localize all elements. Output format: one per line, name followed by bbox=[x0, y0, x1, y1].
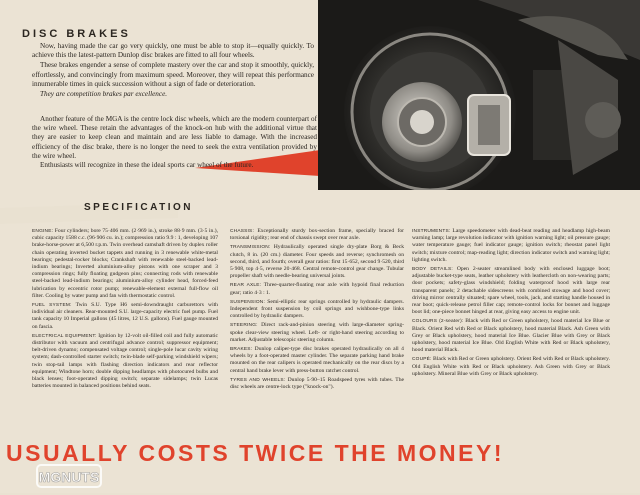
spec-text: Black with Red or Green upholstery, hood material Ice Blue or Black. Orient Red with Red or Black upholstery, hood material Black. Ash Green with Grey or Black upholstery, hood material Ice Blue. Glacier Blue with Grey or Black upholstery, hood material Ice Blue. Old English White with Red or Black upholstery, hood material Black. bbox=[412, 318, 610, 354]
spec-text: Hydraulically operated single dry-plate Borg & Beck clutch, 8 in. (20 cm.) diameter. Four speeds and reverse; synchromesh on second, third, and fourth; overall gear ratios: first 15·652, second 9·520, third 5·908, top 4·5, reverse 20·468. Central remote-control gear change. Tubular propeller shaft with needle-bearing universal joints. bbox=[230, 244, 404, 280]
intro-paragraph: These brakes engender a sense of complete mastery over the car and stop it smoothly, quickly, effortlessly, and convincingly from maximum speed. Moreover, they will repeat this performance innumerable times in quick succession without a sign of fade or deterioration. bbox=[32, 61, 314, 88]
spec-label: COUPÉ: bbox=[412, 357, 432, 363]
spec-label: ENGINE: bbox=[32, 229, 54, 234]
spec-column-1 bbox=[32, 228, 218, 392]
spec-entry bbox=[412, 266, 610, 316]
spec-text: Exceptionally sturdy box-section frame, specially braced for torsional rigidity; rear end of chassis swept over rear axle. bbox=[230, 228, 404, 242]
spec-label: INSTRUMENTS: bbox=[412, 229, 451, 234]
spec-label: ELECTRICAL EQUIPMENT: bbox=[32, 333, 97, 339]
spec-entry bbox=[230, 282, 404, 296]
spec-entry bbox=[230, 244, 404, 280]
spec-label: BODY DETAILS: bbox=[412, 267, 453, 273]
spec-text: Dunlop 5·90–15 Roadspeed tyres with tubes. The disc wheels are centre-lock type ("knock-on"). bbox=[230, 376, 404, 391]
spec-entry bbox=[412, 318, 610, 354]
spec-text: Three-quarter-floating rear axle with hypoid final reduction gear; ratio 4·3 : 1. bbox=[230, 282, 404, 296]
spec-entry bbox=[32, 302, 218, 331]
intro-wide-text bbox=[32, 115, 317, 170]
spec-text: Direct rack-and-pinion steering with large-diameter spring-spoke clear-view steering wheel. Left- or right-hand steering according to market. Adjustable telescopic steering column. bbox=[230, 322, 404, 343]
intro-paragraph: They are competition brakes par excellence. bbox=[40, 90, 168, 99]
logo-text: MGNUTS bbox=[38, 469, 100, 485]
spec-label: COLOURS (2-seater): bbox=[412, 319, 464, 325]
spec-text: Twin S.U. Type H6 semi-downdraught carburettors with individual air cleaners. Rear-mounted S.U. large-capacity electric fuel pump. Fuel tank capacity 10 Imperial gallons (45 litres, 12 U.S. gallons). Fuel gauge mounted on fascia. bbox=[32, 302, 218, 330]
tagline: USUALLY COSTS TWICE THE MONEY! bbox=[6, 440, 504, 466]
specification-title: SPECIFICATION bbox=[84, 202, 193, 213]
spec-label: FUEL SYSTEM: bbox=[32, 303, 72, 309]
spec-label: STEERING: bbox=[230, 323, 258, 329]
spec-label: TRANSMISSION: bbox=[230, 245, 271, 251]
intro-paragraph: Now, having made the car go very quickly, one must be able to stop it—equally quickly. To achieve this the latest-pattern Dunlop disc brakes are fitted to all four wheels. bbox=[32, 42, 314, 60]
spec-text: Dunlop caliper-type disc brakes operated hydraulically on all 4 wheels by a foot-operated master cylinder. The separate parking hand brake mounted on the rear calipers is operated mechanically on the rear discs by a central hand brake lever with press-button ratchet control. bbox=[230, 346, 404, 374]
intro-paragraph: Enthusiasts will recognize in these the ideal sports car wheel of the future. bbox=[40, 161, 254, 170]
spec-entry bbox=[32, 228, 218, 300]
spec-entry bbox=[32, 333, 218, 391]
spec-entry bbox=[412, 228, 610, 264]
spec-entry bbox=[230, 299, 404, 321]
spec-column-2 bbox=[230, 228, 404, 393]
spec-entry bbox=[230, 228, 404, 242]
spec-text: Black with Red or Green upholstery. Orient Red with Red or Black upholstery. Old English White with Red or Black upholstery. Ash Green with Grey or Black upholstery. Mineral Blue with Grey or Black upholstery. bbox=[412, 356, 610, 377]
spec-label: BRAKES: bbox=[230, 347, 253, 353]
spec-text: Open 2-seater streamlined body with enclosed luggage boot; adjustable bucket-type seats, leather upholstery with leathercloth on non-wearing parts; door pockets; safety-glass windshield; folding waterproof hood with large rear transparent panels; 2 detachable sidescreens with combined stowage and hood cover; driving mirror centrally situated; spare wheel, tools, jack, and starting handle housed in rear boot; quick-release petrol filler cap; remote-control locks for bonnet and luggage boot lid; one-piece bonnet hinged at rear, giving easy access to engine unit. bbox=[412, 266, 610, 316]
section-heading: DISC BRAKES bbox=[22, 28, 131, 40]
spec-text: Four cylinders; bore 75·406 mm. (2·969 in.), stroke 88·9 mm. (3·5 in.), cubic capacity 1588 c.c. (96·906 cu. in.); compression ratio 9.9 : 1, developing 107 brake-horse-power at 6,500 r.p.m. Twin overhead camshaft driven by duplex roller chain operating inverted bucket tappets and running in 3 renewable white-metal bearings; pedestal-rocker blocks; Crankshaft with renewable steel-backed lead-indium bearings; Inverted aluminium-alloy pistons with one scraper and 3 compression rings; fully floating gudgeon pins; connecting rods with renewable steel-backed lead-indium bearings; aluminium-alloy cylinder head, forced-feed lubrication by eccentric rotor pump; renewable-element external full-flow oil filter. Cooling by water pump and fan with thermostatic control. bbox=[32, 228, 218, 299]
spec-label: REAR AXLE: bbox=[230, 283, 262, 289]
spec-text: Semi-elliptic rear springs controlled by hydraulic dampers. Independent front suspension by coil springs and wishbone-type links controlled by hydraulic dampers. bbox=[230, 298, 404, 320]
spec-label: TYRES AND WHEELS: bbox=[230, 377, 286, 383]
spec-entry bbox=[412, 356, 610, 378]
spec-text: Large speedometer with dead-beat reading and headlamp high-beam warning lamp; large revolution indicator with ignition warning light; oil pressure gauge; water temperature gauge; fuel indicator gauge; ignition switch; rheostat panel light switch; mixture control; map-reading light; direction indicator switch and warning light; lighting switch. bbox=[412, 228, 610, 263]
intro-paragraph: Another feature of the MGA is the centre lock disc wheels, which are the modern counterpart of the wire wheel. These retain the advantages of the knock-on hub with the additional virtue that they are easier to keep clean and maintain and are less liable to damage. With the increased efficiency of the disc brake, there is no longer the need to seek the extra ventilation provided by the wire wheel. bbox=[32, 115, 317, 160]
spec-column-3 bbox=[412, 228, 610, 380]
disc-brake-photo bbox=[318, 0, 640, 190]
spec-label: CHASSIS: bbox=[230, 229, 254, 234]
spec-text: Ignition by 12-volt oil-filled coil and fully automatic distributor with vacuum and centrifugal advance control; suppressor equipment; belt-driven dynamo; compensated voltage control; single-pole lucar cavity wiring system; dash-controlled starter switch; twin-blade self-parking windshield wipers; twin stop-tail lamps with flashing direction indicators and rear reflector equipment; Windtone horn; double dipping headlamps with photocured bulbs and black lenses; foot-operated dipping switch; separate sidelamps; twin Lucas batteries mounted in balanced positions behind seats. bbox=[32, 332, 218, 390]
spec-entry bbox=[230, 346, 404, 375]
mgnuts-watermark-logo bbox=[36, 462, 102, 490]
intro-text bbox=[32, 42, 314, 100]
spec-entry bbox=[230, 322, 404, 344]
spec-entry bbox=[230, 377, 404, 391]
spec-label: SUSPENSION: bbox=[230, 299, 265, 305]
